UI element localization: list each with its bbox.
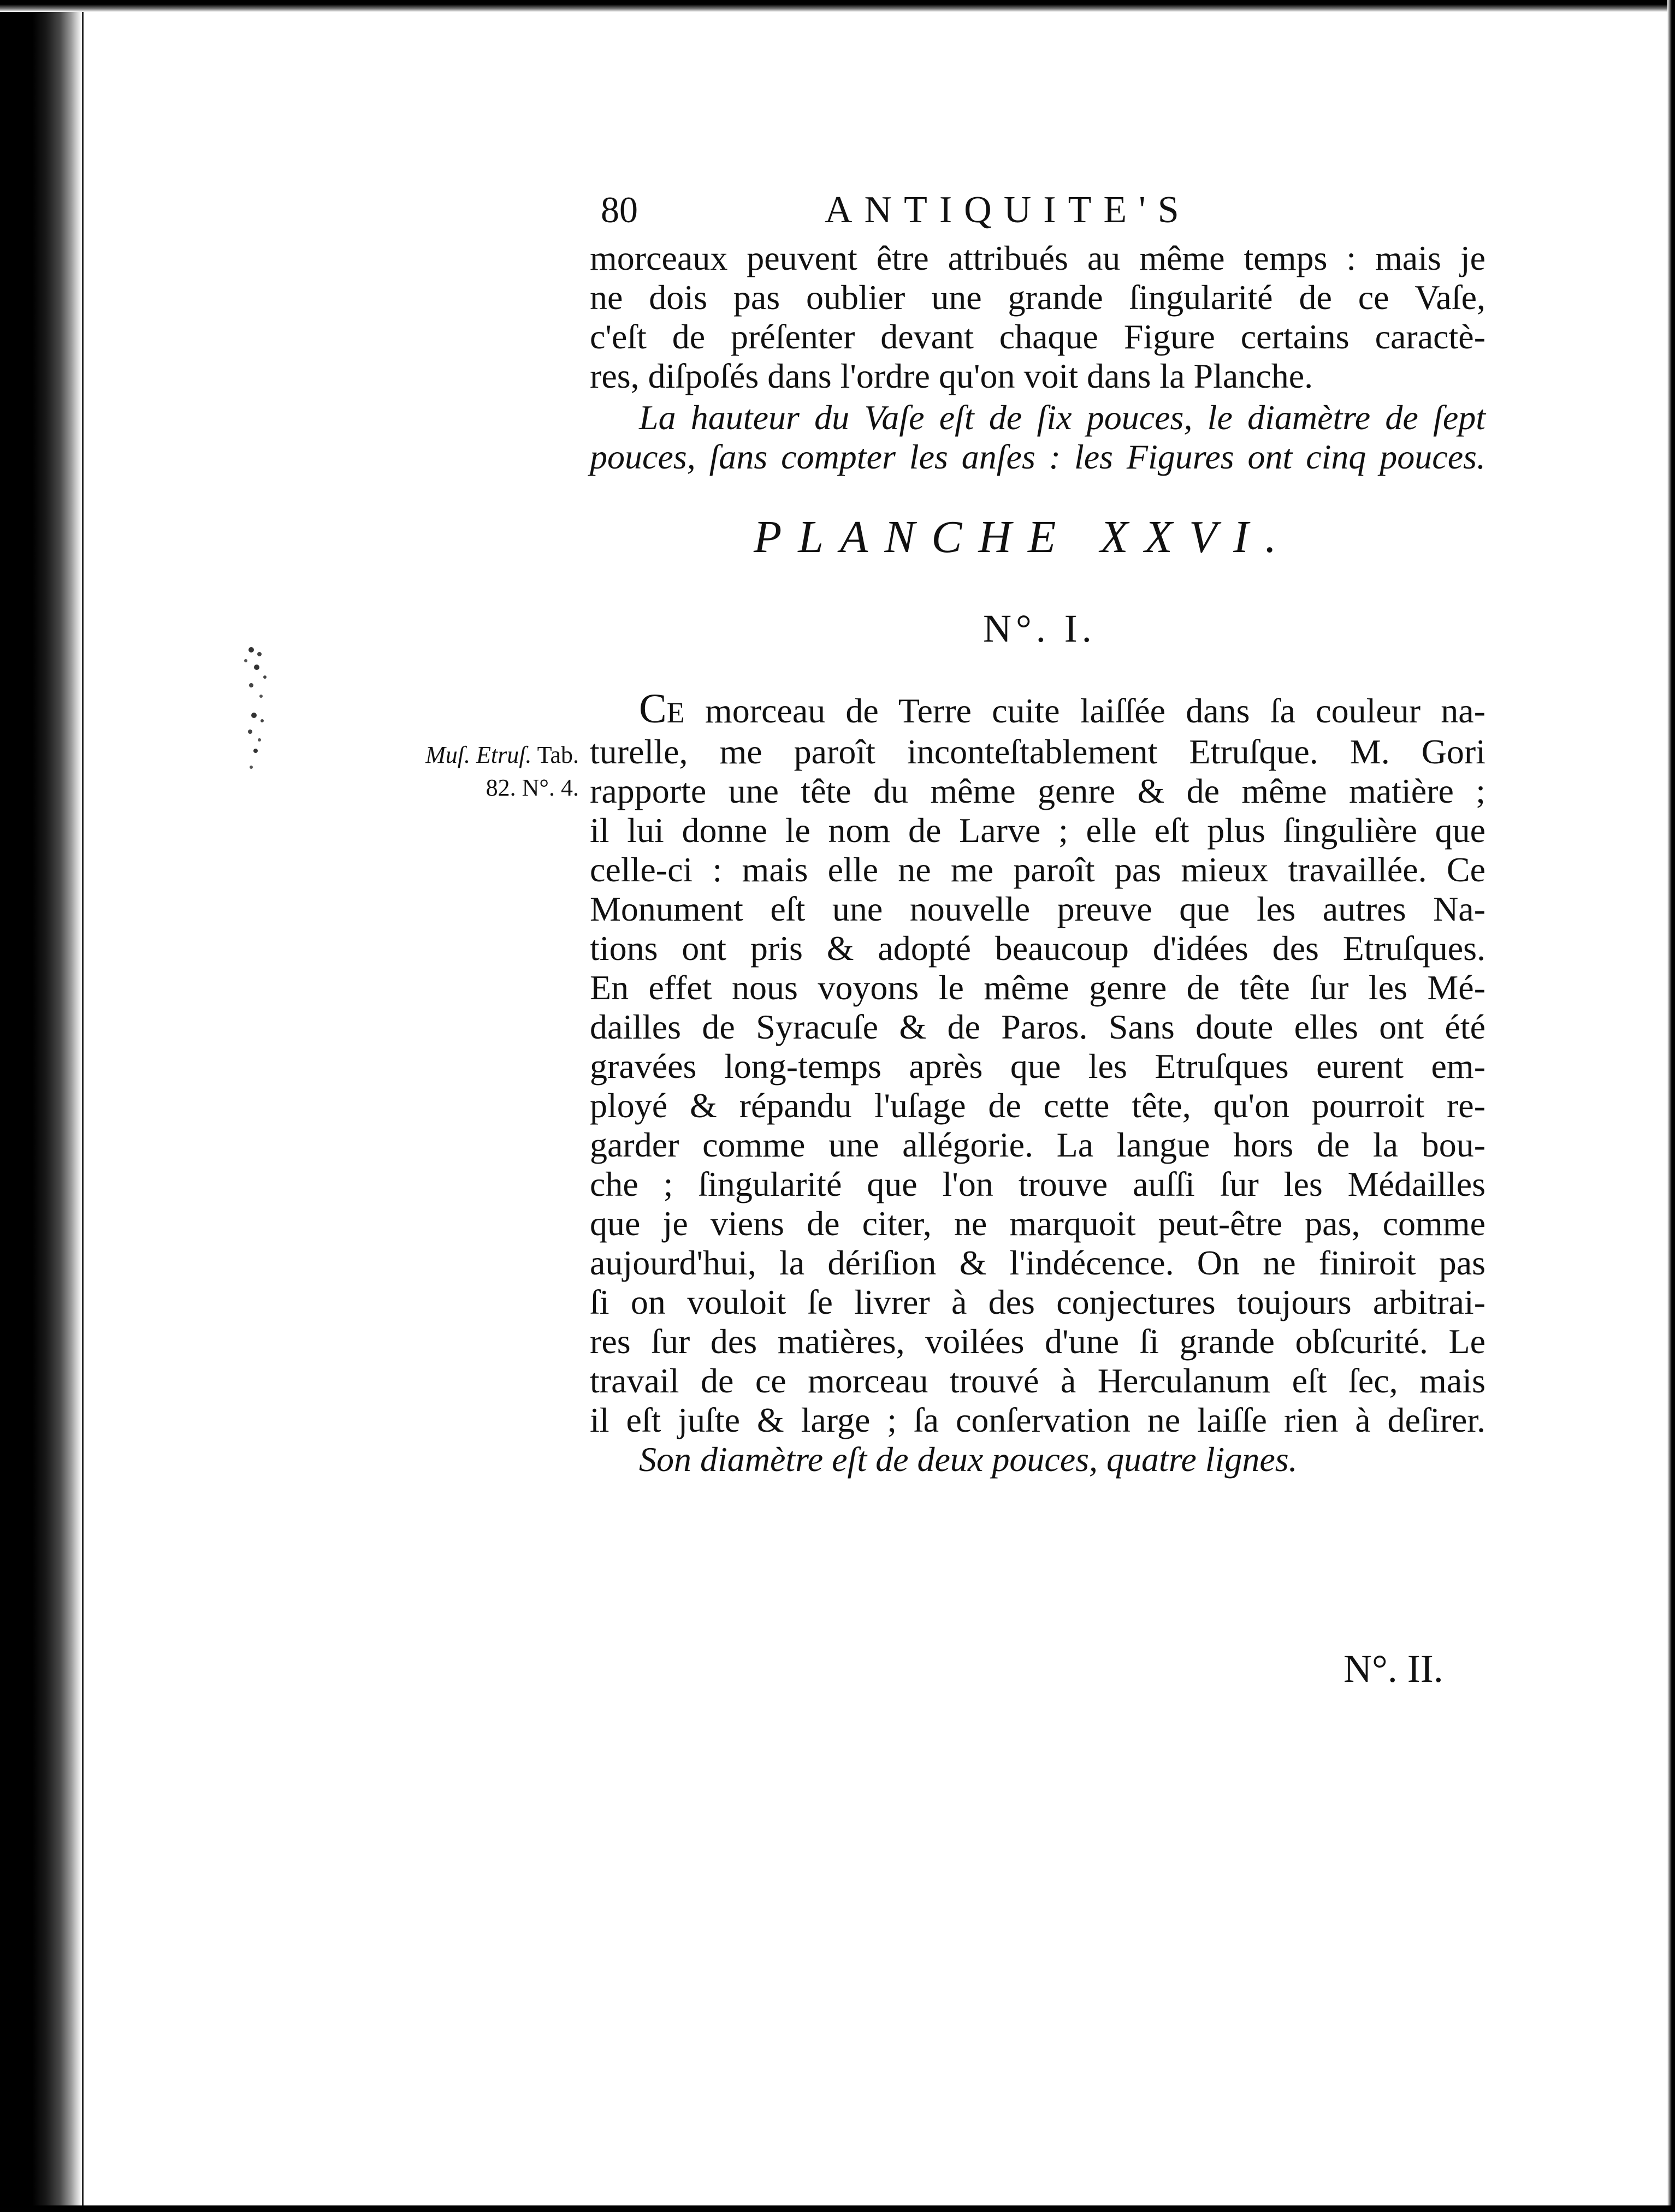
text-line: garder comme une allégorie. La langue hors de la bou- [590, 1125, 1485, 1164]
margin-note-ref: Muſ. Etruſ. [425, 742, 532, 768]
final-measurement: Son diamètre eſt de deux pouces, quatre lignes. [639, 1440, 1298, 1479]
page-right-edge [1667, 0, 1675, 2212]
text-line: che ; ſingularité que l'on trouve auſſi ſur les Médailles [590, 1165, 1485, 1203]
text-line: morceaux peuvent être attribués au même temps : mais je [590, 239, 1485, 277]
text-line: travail de ce morceau trouvé à Herculanum eſt ſec, mais [590, 1361, 1485, 1400]
body-paragraph [590, 686, 1485, 1479]
running-title: ANTIQUITE'S [825, 189, 1191, 231]
text-line: celle-ci : mais elle ne me paroît pas mieux travaillée. Ce [590, 850, 1485, 889]
text-line: turelle, me paroît inconteſtablement Etruſque. M. Gori [590, 732, 1485, 771]
text-line: gravées long-temps après que les Etruſques eurent em- [590, 1047, 1485, 1086]
text-line: Monument eſt une nouvelle preuve que les autres Na- [590, 889, 1485, 928]
text-line: res, diſpoſés dans l'ordre qu'on voit dans la Planche. [590, 357, 1313, 395]
margin-note-tab: Tab. [537, 742, 579, 768]
drop-cap: C [639, 686, 667, 732]
text-line: il lui donne le nom de Larve ; elle eſt plus ſingulière que [590, 811, 1485, 850]
text-line: res ſur des matières, voilées d'une ſi grande obſcurité. Le [590, 1322, 1485, 1361]
planche-title: PLANCHE XXVI. [754, 512, 1293, 562]
binding-line [82, 0, 84, 2212]
text-line: ne dois pas oublier une grande ſingularité de ce Vaſe, [590, 278, 1485, 317]
ink-specks-decoration [235, 644, 279, 786]
page-top-edge [0, 0, 1675, 12]
text-line: En effet nous voyons le même genre de tête ſur les Mé- [590, 968, 1485, 1007]
first-text-line [590, 686, 1485, 732]
page-number: 80 [601, 189, 638, 230]
margin-note-line2: 82. N°. 4. [486, 774, 579, 801]
vase-measurements [590, 398, 1485, 477]
small-cap: E [666, 696, 685, 729]
catchword: N°. II. [1343, 1647, 1443, 1691]
text-line: ployé & répandu l'uſage de cette tête, qu'on pourroit re- [590, 1086, 1485, 1125]
page-binding-edge [0, 0, 82, 2212]
text-line: que je viens de citer, ne marquoit peut-être pas, comme [590, 1204, 1485, 1243]
text-line: rapporte une tête du même genre & de même matière ; [590, 772, 1485, 810]
page-header [601, 188, 1294, 238]
text-line: c'eſt de préſenter devant chaque Figure certains caractè- [590, 317, 1485, 356]
text-line: pouces, ſans compter les anſes : les Figures ont cinq pouces. [590, 437, 1485, 476]
text-line: il eſt juſte & large ; ſa conſervation ne laiſſe rien à deſirer. [590, 1401, 1485, 1439]
text-line: aujourd'hui, la dériſion & l'indécence. On ne finiroit pas [590, 1243, 1485, 1282]
text-line: ſi on vouloit ſe livrer à des conjectures toujours arbitrai- [590, 1283, 1485, 1321]
margin-note [393, 739, 579, 804]
intro-paragraph [590, 239, 1485, 396]
text-line: La hauteur du Vaſe eſt de ſix pouces, le diamètre de ſept [639, 398, 1485, 437]
text-line: tions ont pris & adopté beaucoup d'idées des Etruſques. [590, 929, 1485, 968]
page-bottom-edge [0, 2205, 1675, 2212]
text-line: dailles de Syracuſe & de Paros. Sans doute elles ont été [590, 1007, 1485, 1046]
first-line-rest: morceau de Terre cuite laiſſée dans ſa couleur na- [684, 691, 1485, 730]
section-number-heading: N°. I. [983, 607, 1096, 650]
